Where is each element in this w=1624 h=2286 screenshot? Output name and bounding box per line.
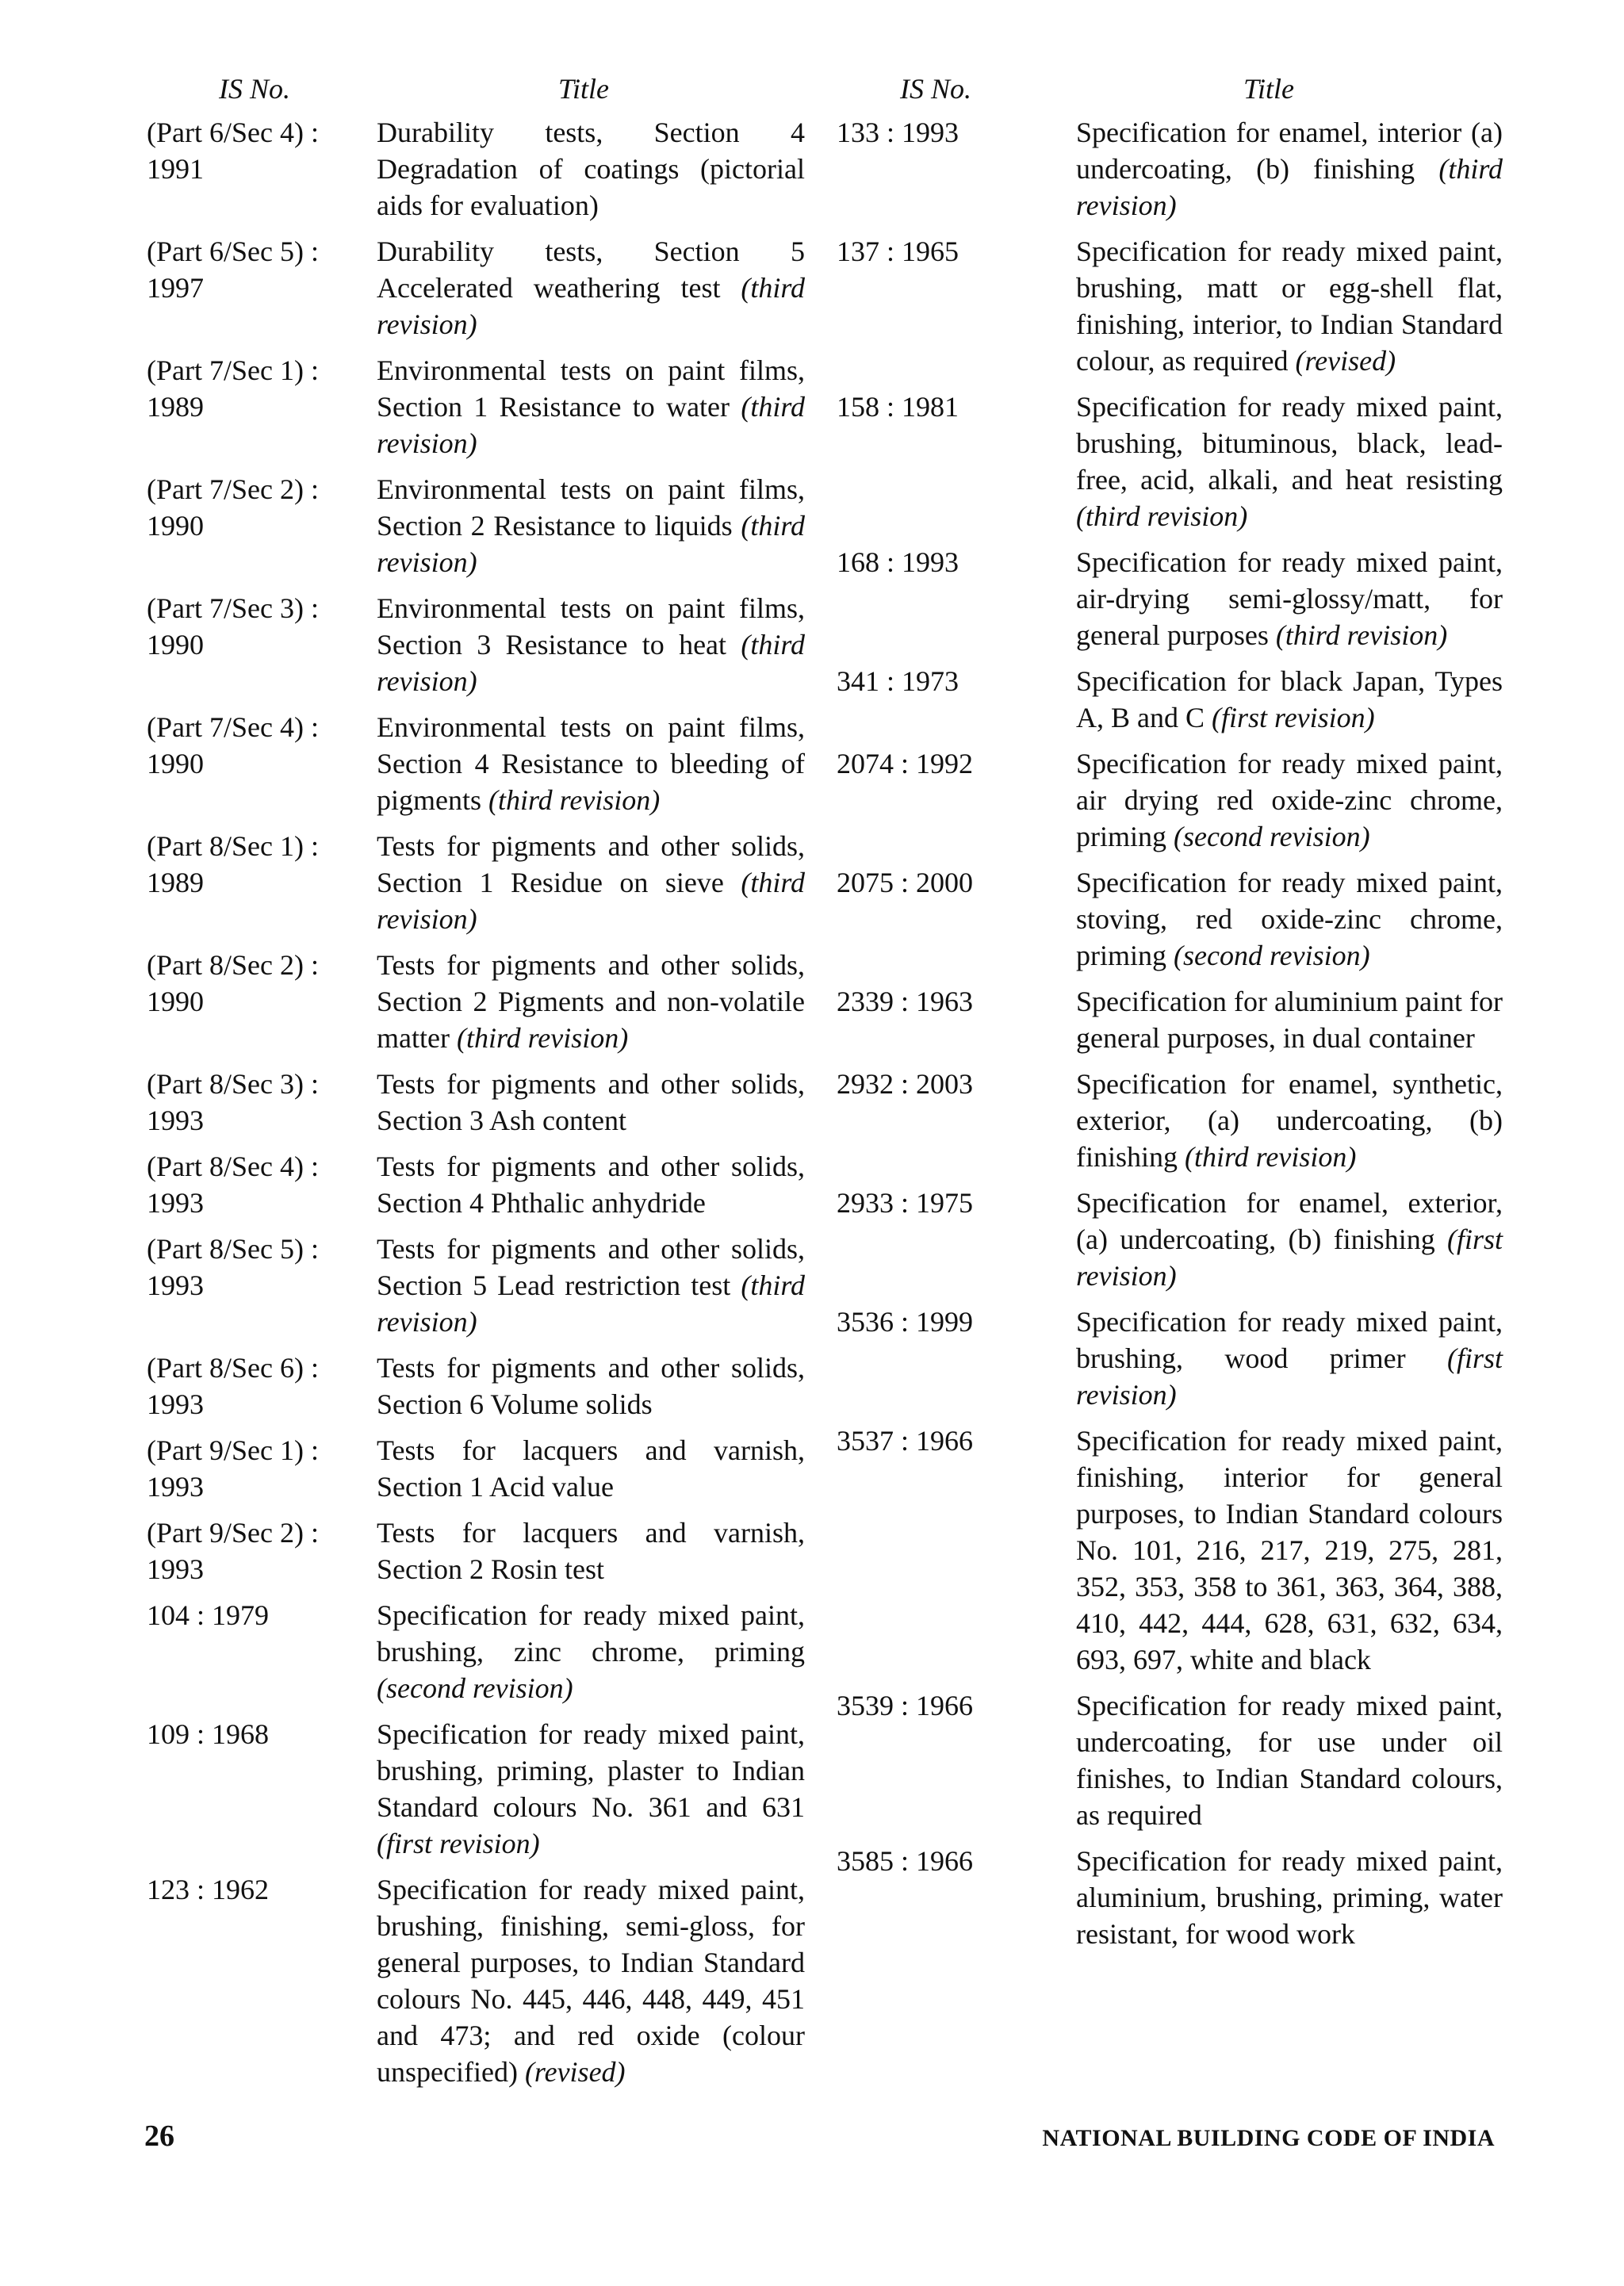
standard-number: 3537 : 1966 <box>837 1425 974 1457</box>
standard-title <box>1076 1185 1503 1294</box>
standard-entry <box>837 1843 1503 1952</box>
standard-number: 2074 : 1992 <box>837 748 974 779</box>
standard-entry <box>147 590 805 699</box>
standard-number: 158 : 1981 <box>837 391 959 423</box>
standard-entry <box>837 1687 1503 1833</box>
standard-title <box>377 1432 805 1505</box>
standard-entry <box>837 544 1503 653</box>
standard-number: (Part 6/Sec 5) : 1997 <box>147 235 319 304</box>
standard-entry <box>147 947 805 1056</box>
standard-entry <box>147 1871 805 2090</box>
standard-entry <box>147 1597 805 1706</box>
right-column-header <box>837 70 1503 114</box>
standard-title-text: Specification for ready mixed paint, finishing, interior for general purposes, to Indian Standard colours No. 101, 216, 217, 219, 275, 281, 352, 353, 358 to 361, 363, 364, 388, 410, 442, 444, 628, 631, 632, 634, 693, 697, white and black <box>1076 1425 1503 1675</box>
standard-number: (Part 7/Sec 3) : 1990 <box>147 592 319 661</box>
standard-title-text: Specification for enamel, interior (a) undercoating, (b) finishing <box>1076 117 1503 185</box>
standard-number: 104 : 1979 <box>147 1599 270 1631</box>
standard-title-text: Tests for lacquers and varnish, Section 1 Acid value <box>377 1434 805 1503</box>
standard-title-text: Tests for pigments and other solids, Section 4 Phthalic anhydride <box>377 1151 805 1219</box>
standard-title-text: Tests for lacquers and varnish, Section 2 Rosin test <box>377 1517 805 1585</box>
header-title: Title <box>1243 73 1295 105</box>
standard-number: (Part 8/Sec 6) : 1993 <box>147 1352 319 1420</box>
standard-title <box>1076 663 1503 736</box>
revision-note: (third revision) <box>488 784 661 816</box>
standard-number: 168 : 1993 <box>837 546 959 578</box>
revision-note: (first revision) <box>1212 702 1375 733</box>
standard-entry <box>837 1185 1503 1294</box>
revision-note: (third revision) <box>377 510 806 578</box>
right-entry-list <box>837 114 1503 1952</box>
standard-title-text: Tests for pigments and other solids, Section 2 Pigments and non-volatile matter <box>377 949 805 1054</box>
standard-title <box>377 828 805 937</box>
standard-entry <box>147 1716 805 1862</box>
standard-title <box>1076 233 1503 379</box>
standard-number: (Part 9/Sec 1) : 1993 <box>147 1434 319 1503</box>
right-column <box>837 70 1503 1962</box>
revision-note: (second revision) <box>1174 940 1370 971</box>
standard-title <box>377 1716 805 1862</box>
standard-title <box>377 1066 805 1139</box>
standard-title <box>377 1148 805 1221</box>
standard-entry <box>147 114 805 224</box>
standard-entry <box>837 663 1503 736</box>
standard-entry <box>837 114 1503 224</box>
standard-number: 2932 : 2003 <box>837 1068 974 1100</box>
standard-title-text: Specification for ready mixed paint, air drying red oxide-zinc chrome, priming <box>1076 748 1503 852</box>
standard-title-text: Tests for pigments and other solids, Section 3 Ash content <box>377 1068 805 1136</box>
standard-title <box>377 1231 805 1340</box>
standard-number: 2933 : 1975 <box>837 1187 974 1219</box>
standard-number: 2339 : 1963 <box>837 986 974 1017</box>
standard-title <box>377 1597 805 1706</box>
standard-entry <box>837 1066 1503 1175</box>
standard-title <box>377 233 805 343</box>
standard-number: 3536 : 1999 <box>837 1306 974 1338</box>
standard-title <box>1076 114 1503 224</box>
standard-title-text: Environmental tests on paint films, Section 3 Resistance to heat <box>377 592 805 661</box>
standard-title-text: Specification for enamel, synthetic, exterior, (a) undercoating, (b) finishing <box>1076 1068 1503 1173</box>
standard-title-text: Specification for enamel, exterior, (a) undercoating, (b) finishing <box>1076 1187 1503 1255</box>
publication-title: NATIONAL BUILDING CODE OF INDIA <box>1042 2125 1495 2151</box>
header-is-no: IS No. <box>900 73 971 105</box>
standard-entry <box>147 1432 805 1505</box>
standard-title <box>377 1871 805 2090</box>
standard-entry <box>147 233 805 343</box>
revision-note: (third revision) <box>377 272 806 340</box>
revision-note: (third revision) <box>377 867 806 935</box>
revision-note: (third revision) <box>456 1022 629 1054</box>
standard-entry <box>837 389 1503 534</box>
standard-number: (Part 8/Sec 3) : 1993 <box>147 1068 319 1136</box>
standard-entry <box>147 1066 805 1139</box>
standard-number: 3585 : 1966 <box>837 1845 974 1877</box>
standard-entry <box>147 709 805 818</box>
standard-number: (Part 9/Sec 2) : 1993 <box>147 1517 319 1585</box>
standard-entry <box>147 352 805 461</box>
standard-title-text: Specification for ready mixed paint, brushing, priming, plaster to Indian Standard colours No. 361 and 631 <box>377 1718 805 1823</box>
standard-entry <box>837 1304 1503 1413</box>
standard-title <box>377 1514 805 1587</box>
standard-entry <box>147 828 805 937</box>
standard-title-text: Specification for aluminium paint for general purposes, in dual container <box>1076 986 1503 1054</box>
revision-note: (first revision) <box>377 1828 540 1859</box>
standard-number: 137 : 1965 <box>837 235 959 267</box>
standard-number: (Part 7/Sec 1) : 1989 <box>147 354 319 423</box>
standard-title-text: Durability tests, Section 5 Accelerated weathering test <box>377 235 805 304</box>
revision-note: (revised) <box>524 2056 626 2088</box>
standard-title-text: Specification for ready mixed paint, undercoating, for use under oil finishes, to Indian Standard colours, as required <box>1076 1690 1503 1831</box>
standard-title <box>377 471 805 580</box>
revision-note: (second revision) <box>1174 821 1370 852</box>
revision-note: (third revision) <box>1076 500 1248 532</box>
left-column <box>147 70 805 2100</box>
standard-title-text: Specification for ready mixed paint, brushing, zinc chrome, priming <box>377 1599 805 1668</box>
standard-entry <box>147 1350 805 1423</box>
standard-title <box>377 114 805 224</box>
standard-title-text: Environmental tests on paint films, Section 1 Resistance to water <box>377 354 805 423</box>
standard-title <box>1076 1066 1503 1175</box>
standard-title-text: Environmental tests on paint films, Section 4 Resistance to bleeding of pigments <box>377 711 805 816</box>
standard-number: 341 : 1973 <box>837 665 959 697</box>
left-column-header <box>147 70 805 114</box>
standard-title <box>377 709 805 818</box>
revision-note: (third revision) <box>1275 619 1448 651</box>
standard-number: 109 : 1968 <box>147 1718 270 1750</box>
standard-title-text: Specification for ready mixed paint, stoving, red oxide-zinc chrome, priming <box>1076 867 1503 971</box>
standard-number: 2075 : 2000 <box>837 867 974 898</box>
header-title: Title <box>557 73 610 105</box>
standard-number: (Part 8/Sec 4) : 1993 <box>147 1151 319 1219</box>
standard-title-text: Environmental tests on paint films, Section 2 Resistance to liquids <box>377 473 805 542</box>
standard-title <box>1076 983 1503 1056</box>
standard-title <box>1076 1304 1503 1413</box>
revision-note: (third revision) <box>377 1269 806 1338</box>
standard-title-text: Specification for ready mixed paint, brushing, bituminous, black, lead-free, acid, alkali, and heat resisting <box>1076 391 1503 496</box>
revision-note: (third revision) <box>377 629 805 697</box>
standard-number: (Part 7/Sec 4) : 1990 <box>147 711 319 779</box>
standard-title <box>1076 389 1503 534</box>
standard-number: 3539 : 1966 <box>837 1690 974 1721</box>
header-is-no: IS No. <box>219 73 290 105</box>
standard-title <box>1076 1687 1503 1833</box>
standard-number: (Part 7/Sec 2) : 1990 <box>147 473 319 542</box>
standard-title-text: Tests for pigments and other solids, Section 6 Volume solids <box>377 1352 805 1420</box>
revision-note: (second revision) <box>377 1672 573 1704</box>
standard-title <box>377 352 805 461</box>
standard-title-text: Specification for ready mixed paint, brushing, finishing, semi-gloss, for general purposes, to Indian Standard colours No. 445, 446, 448, 449, 451 and 473; and red oxide (colour unspecified) <box>377 1874 805 2088</box>
standard-entry <box>837 233 1503 379</box>
standard-title <box>377 590 805 699</box>
standard-number: 123 : 1962 <box>147 1874 270 1905</box>
standard-entry <box>147 1514 805 1587</box>
standard-number: (Part 6/Sec 4) : 1991 <box>147 117 319 185</box>
standard-entry <box>147 1148 805 1221</box>
standard-title-text: Durability tests, Section 4 Degradation of coatings (pictorial aids for evaluation) <box>377 117 805 221</box>
revision-note: (first revision) <box>1076 1223 1503 1292</box>
revision-note: (third revision) <box>1076 153 1503 221</box>
revision-note: (third revision) <box>377 391 805 459</box>
standard-entry <box>147 1231 805 1340</box>
standard-title <box>1076 864 1503 974</box>
standard-title-text: Specification for black Japan, Types A, B and C <box>1076 665 1503 733</box>
standard-number: (Part 8/Sec 2) : 1990 <box>147 949 319 1017</box>
standard-title <box>1076 1423 1503 1678</box>
standard-title <box>1076 1843 1503 1952</box>
standard-title <box>377 947 805 1056</box>
standard-entry <box>837 745 1503 855</box>
standard-title-text: Specification for ready mixed paint, brushing, wood primer <box>1076 1306 1503 1374</box>
standard-title-text: Specification for ready mixed paint, brushing, matt or egg-shell flat, finishing, interior, to Indian Standard colour, as required <box>1076 235 1503 377</box>
standard-title-text: Specification for ready mixed paint, air-drying semi-glossy/matt, for general purposes <box>1076 546 1503 651</box>
revision-note: (first revision) <box>1076 1342 1503 1411</box>
standard-entry <box>837 1423 1503 1678</box>
standard-number: 133 : 1993 <box>837 117 959 148</box>
standard-title <box>1076 745 1503 855</box>
revision-note: (revised) <box>1295 345 1396 377</box>
standard-number: (Part 8/Sec 5) : 1993 <box>147 1233 319 1301</box>
standard-title <box>1076 544 1503 653</box>
standard-title-text: Specification for ready mixed paint, aluminium, brushing, priming, water resistant, for wood work <box>1076 1845 1503 1950</box>
left-entry-list <box>147 114 805 2090</box>
standard-title-text: Tests for pigments and other solids, Section 5 Lead restriction test <box>377 1233 805 1301</box>
standard-entry <box>147 471 805 580</box>
revision-note: (third revision) <box>1185 1141 1357 1173</box>
page-number: 26 <box>144 2119 174 2153</box>
standard-number: (Part 8/Sec 1) : 1989 <box>147 830 319 898</box>
standard-entry <box>837 983 1503 1056</box>
standard-title-text: Tests for pigments and other solids, Section 1 Residue on sieve <box>377 830 805 898</box>
standard-entry <box>837 864 1503 974</box>
standard-title <box>377 1350 805 1423</box>
